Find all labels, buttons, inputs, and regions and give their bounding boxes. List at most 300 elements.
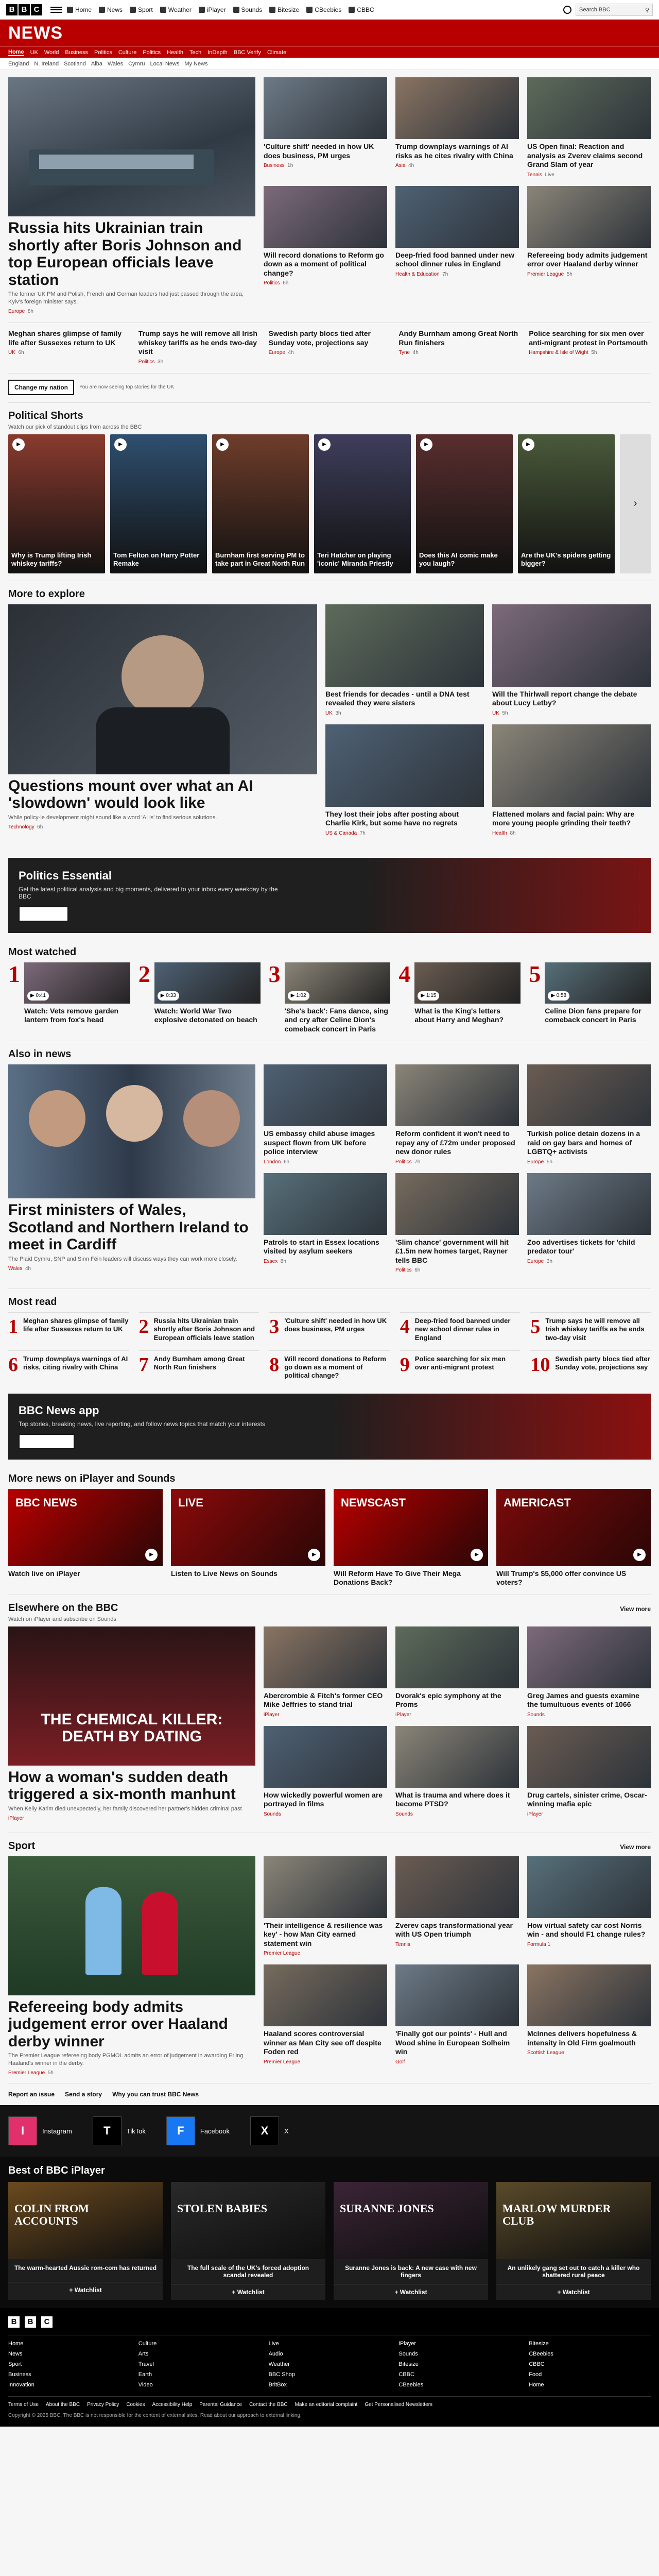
play-icon: ▶ <box>160 993 166 999</box>
rank-number: 1 <box>8 960 20 987</box>
footer-link[interactable]: Business <box>8 2371 31 2378</box>
video-duration: ▶ 1:02 <box>288 991 309 1001</box>
short-video-tile[interactable] <box>518 434 615 573</box>
story-headline: 'Slim chance' government will hit £1.5m new homes target, Rayner tells BBC <box>395 1238 509 1264</box>
story-meta: Politics 3h <box>138 359 164 365</box>
sport-items <box>264 1856 651 2065</box>
poster-text: COLIN FROM ACCOUNTS <box>14 2202 89 2228</box>
news-nav-item[interactable]: BBC Verify <box>233 49 261 56</box>
most-read-item[interactable] <box>8 1312 129 1342</box>
video-headline: Watch: Vets remove garden lantern from fox's head <box>24 1006 119 1024</box>
most-read-item[interactable] <box>400 1350 521 1380</box>
story-headline: Deep-fried food banned under new school dinner rules in England <box>395 250 515 268</box>
footer-link[interactable]: CBeebies <box>398 2382 424 2388</box>
story-meta: London 6h <box>264 1159 290 1165</box>
footer-link[interactable]: Sounds <box>398 2351 418 2358</box>
story-headline: 'Culture shift' needed in how UK does business, PM urges <box>284 1317 387 1333</box>
news-nav-item[interactable]: UK <box>30 49 38 56</box>
global-navigation <box>0 0 659 20</box>
news-nav-item[interactable]: Politics <box>143 49 161 56</box>
most-read-item[interactable] <box>400 1312 521 1342</box>
app-promo <box>8 1394 651 1460</box>
short-video-tile[interactable] <box>314 434 411 573</box>
play-icon: ▶ <box>290 993 297 999</box>
story-card[interactable] <box>264 1726 387 1817</box>
story-card[interactable] <box>269 329 391 365</box>
rank-number: 8 <box>269 1353 280 1376</box>
social-link-facebook[interactable] <box>166 2116 230 2145</box>
footer-link[interactable]: CBeebies <box>529 2351 553 2358</box>
footer-link[interactable]: Arts <box>138 2351 149 2358</box>
iplayer-card[interactable] <box>334 1489 488 1587</box>
carousel-next-button[interactable] <box>620 434 651 573</box>
video-card[interactable] <box>529 962 651 1034</box>
section-title: Also in news <box>8 1048 72 1060</box>
story-meta: Premier League <box>264 2059 301 2065</box>
region-nav-item[interactable]: N. Ireland <box>34 60 59 67</box>
story-image <box>264 1726 387 1788</box>
explore-lead[interactable] <box>8 604 317 844</box>
story-card[interactable] <box>492 604 651 716</box>
story-image <box>264 1964 387 2026</box>
elsewhere-lead-headline: How a woman's sudden death triggered a six-month manhunt <box>8 1768 236 1803</box>
footer-link[interactable]: iPlayer <box>398 2341 417 2347</box>
rank-number: 2 <box>138 1316 149 1338</box>
view-more-link[interactable]: View more <box>620 1843 651 1851</box>
short-video-tile[interactable] <box>416 434 513 573</box>
story-headline: 'Their intelligence & resilience was key' - how Man City earned statement win <box>264 1921 383 1947</box>
app-button[interactable]: BBC News app <box>19 1434 75 1449</box>
story-card[interactable] <box>264 1626 387 1718</box>
footer-link[interactable]: Sport <box>8 2361 22 2368</box>
poster-text: MARLOW MURDER CLUB <box>502 2202 611 2228</box>
story-image <box>527 1726 651 1788</box>
play-icon: ▶ <box>145 1549 158 1561</box>
video-card[interactable] <box>269 962 391 1034</box>
also-items <box>264 1064 651 1273</box>
global-nav-weather[interactable] <box>160 6 192 13</box>
watchlist-button[interactable]: + Watchlist <box>171 2284 325 2300</box>
story-card[interactable] <box>395 1856 519 1957</box>
video-card[interactable] <box>398 962 521 1034</box>
story-meta: Golf <box>395 2059 405 2065</box>
sign-up-button[interactable]: Sign up here <box>19 906 68 922</box>
story-card[interactable] <box>527 77 651 178</box>
story-meta: Tennis Live <box>527 172 554 178</box>
promo-title: The full scale of the UK's forced adoption scandal revealed <box>187 2264 309 2279</box>
story-headline: Will the Thirlwall report change the debate about Lucy Letby? <box>492 689 637 707</box>
story-card[interactable] <box>527 1964 651 2065</box>
iplayer-thumbnail <box>334 1489 488 1566</box>
section-title: Best of BBC iPlayer <box>8 2165 105 2177</box>
watchlist-button[interactable]: + Watchlist <box>334 2284 488 2300</box>
section-title: More news on iPlayer and Sounds <box>8 1472 176 1484</box>
global-nav-sounds[interactable] <box>233 6 263 13</box>
rank-number: 7 <box>138 1353 149 1376</box>
lead-story-image <box>8 77 255 216</box>
story-card[interactable] <box>527 1626 651 1718</box>
story-card[interactable] <box>395 1173 519 1274</box>
most-read-item[interactable] <box>139 1350 259 1380</box>
story-meta: UK 3h <box>325 710 341 716</box>
footer-link[interactable]: Bitesize <box>529 2341 549 2347</box>
plus-icon: + <box>557 2289 563 2296</box>
footer-legal-link[interactable]: Privacy Policy <box>87 2402 119 2408</box>
explore-lead-summary: While policy-le development might sound like a word 'AI is' to find serious solutions. <box>8 814 217 821</box>
short-caption: Teri Hatcher on playing 'iconic' Miranda Priestly <box>317 551 393 568</box>
story-meta: Premier League 5h <box>8 2070 54 2076</box>
story-meta: Tennis <box>395 1941 410 1947</box>
bbc-logo[interactable]: B B C <box>6 4 42 15</box>
story-card[interactable] <box>325 604 484 716</box>
story-card[interactable] <box>527 1173 651 1274</box>
story-meta: Sounds <box>264 1811 281 1817</box>
story-card[interactable] <box>264 1064 387 1165</box>
most-read-item[interactable] <box>8 1350 129 1380</box>
iplayer-card[interactable] <box>8 1489 163 1587</box>
instagram-icon: I <box>8 2116 37 2145</box>
video-headline: What is the King's letters about Harry and Meghan? <box>414 1006 504 1024</box>
iplayer-promo-card[interactable] <box>334 2182 488 2300</box>
menu-icon[interactable] <box>50 4 62 15</box>
story-image <box>527 1173 651 1235</box>
footer-link[interactable]: Audio <box>268 2351 283 2358</box>
promo-image <box>8 2182 163 2259</box>
also-lead[interactable] <box>8 1064 255 1281</box>
story-headline: Police searching for six men over anti-migrant protest <box>414 1354 506 1371</box>
account-icon[interactable] <box>563 6 571 14</box>
view-more-link[interactable]: View more <box>620 1605 651 1613</box>
story-meta: Premier League 5h <box>527 271 573 277</box>
story-meta: Tyne 4h <box>398 350 419 356</box>
story-meta: Scottish League <box>527 2050 564 2056</box>
also-lead-image <box>8 1064 255 1198</box>
region-nav-item[interactable]: My News <box>184 60 208 67</box>
social-label: TikTok <box>126 2127 146 2135</box>
iplayer-icon <box>199 7 205 13</box>
story-meta: iPlayer <box>395 1711 411 1718</box>
footer-link[interactable]: News <box>8 2351 23 2358</box>
global-nav-bitesize[interactable] <box>269 6 299 13</box>
global-nav-home[interactable] <box>67 6 92 13</box>
footer-link[interactable]: Travel <box>138 2361 154 2368</box>
story-card[interactable] <box>325 724 484 836</box>
story-headline: Andy Burnham among Great North Run finishers <box>153 1354 245 1371</box>
footer-link[interactable]: Home <box>529 2382 544 2388</box>
social-link-instagram[interactable] <box>8 2116 72 2145</box>
story-headline: Meghan shares glimpse of family life after Sussexes return to UK <box>8 329 122 347</box>
story-card[interactable] <box>527 1726 651 1817</box>
change-nation-button[interactable]: Change my nation <box>8 380 74 395</box>
section-title: Political Shorts <box>8 410 83 421</box>
tiktok-icon: T <box>93 2116 122 2145</box>
story-headline: Trump downplays warnings of AI risks, citing rivalry with China <box>23 1354 128 1371</box>
story-card[interactable] <box>527 1064 651 1165</box>
region-nav-item[interactable]: England <box>8 60 29 67</box>
story-image <box>264 1856 387 1918</box>
region-nav-item[interactable]: Wales <box>107 60 124 67</box>
story-meta: Sounds <box>527 1711 545 1718</box>
footer-link[interactable]: Weather <box>268 2361 290 2368</box>
footer-legal-link[interactable]: Accessibility Help <box>152 2402 193 2408</box>
rank-number: 3 <box>268 960 281 987</box>
promo-image <box>334 2182 488 2259</box>
story-image <box>264 77 387 139</box>
iplayer-title: Will Reform Have To Give Their Mega Donations Back? <box>334 1569 461 1587</box>
change-nation-note: You are now seeing top stories for the UK <box>79 384 175 391</box>
news-nav-item[interactable]: Business <box>65 49 89 56</box>
video-card[interactable] <box>138 962 261 1034</box>
story-image <box>395 1064 519 1126</box>
footer-link[interactable]: BBC Shop <box>268 2371 295 2378</box>
global-nav-sport[interactable] <box>130 6 153 13</box>
news-icon <box>99 7 105 13</box>
play-icon: ▶ <box>12 438 25 451</box>
nav-label: Sounds <box>241 6 263 13</box>
footer-link[interactable]: Bitesize <box>398 2361 419 2368</box>
brand-tag: AMERICAST <box>504 1496 571 1509</box>
political-shorts <box>8 402 651 581</box>
story-card[interactable] <box>395 186 519 286</box>
footer-link[interactable]: Live <box>268 2341 279 2347</box>
play-icon: ▶ <box>522 438 534 451</box>
story-card[interactable] <box>8 329 130 365</box>
feedback-link[interactable]: Report an issue <box>8 2091 55 2098</box>
story-headline: Patrols to start in Essex locations visited by asylum seekers <box>264 1238 379 1256</box>
story-meta: Premier League <box>264 1951 301 1957</box>
elsewhere-items <box>264 1626 651 1817</box>
region-nav-item[interactable]: Local News <box>150 60 180 67</box>
sport-icon <box>130 7 136 13</box>
footer-link[interactable]: Home <box>8 2341 24 2347</box>
story-image <box>527 186 651 248</box>
search-input[interactable]: Search BBC ⚲ <box>576 4 653 16</box>
footer-link[interactable]: BritBox <box>268 2382 287 2388</box>
story-image <box>527 1064 651 1126</box>
story-card[interactable] <box>264 1856 387 1957</box>
news-secondary-nav <box>0 58 659 70</box>
promo-title: Politics Essential <box>19 869 112 882</box>
story-headline: Zverev caps transformational year with US Open triumph <box>395 1921 513 1939</box>
also-in-news <box>8 1041 651 1289</box>
most-read-item[interactable] <box>139 1312 259 1342</box>
story-card[interactable] <box>138 329 261 365</box>
iplayer-promo-card[interactable] <box>171 2182 325 2300</box>
story-image <box>395 186 519 248</box>
story-image <box>395 1626 519 1688</box>
elsewhere-lead-image <box>8 1626 255 1766</box>
story-card[interactable] <box>264 186 387 286</box>
footer-legal-link[interactable]: About the BBC <box>45 2402 80 2408</box>
play-icon: ▶ <box>114 438 127 451</box>
most-read-item[interactable] <box>269 1350 390 1380</box>
news-nav-item[interactable]: Culture <box>118 49 137 56</box>
story-headline: Deep-fried food banned under new school dinner rules in England <box>414 1317 511 1342</box>
news-nav-item[interactable]: InDepth <box>207 49 228 56</box>
footer-link[interactable]: Innovation <box>8 2382 34 2388</box>
promo-text: Get the latest political analysis and big moments, delivered to your inbox every weekday by the BBC <box>19 885 278 900</box>
short-video-tile[interactable] <box>110 434 207 573</box>
news-nav-item[interactable]: Climate <box>267 49 287 56</box>
footer-legal-link[interactable]: Terms of Use <box>8 2402 39 2408</box>
news-masthead <box>0 20 659 46</box>
video-thumbnail <box>24 962 130 1004</box>
story-headline: Best friends for decades - until a DNA test revealed they were sisters <box>325 689 470 707</box>
story-card[interactable] <box>527 186 651 286</box>
footer-legal-link[interactable]: Get Personalised Newsletters <box>365 2402 433 2408</box>
facebook-icon: F <box>166 2116 195 2145</box>
home-icon <box>67 7 73 13</box>
story-card[interactable] <box>395 1964 519 2065</box>
rank-number: 5 <box>530 1316 541 1338</box>
more-to-explore <box>8 581 651 852</box>
news-nav-item[interactable]: Home <box>8 48 24 55</box>
footer-link[interactable]: Video <box>138 2382 153 2388</box>
promo-image <box>496 2182 651 2259</box>
story-headline: Zoo advertises tickets for 'child predator tour' <box>527 1238 635 1256</box>
story-headline: Police searching for six men over anti-migrant protest in Portsmouth <box>529 329 648 347</box>
story-image <box>264 1626 387 1688</box>
social-link-tiktok[interactable] <box>93 2116 146 2145</box>
iplayer-title: Watch live on iPlayer <box>8 1569 80 1578</box>
iplayer-card[interactable] <box>171 1489 325 1587</box>
news-nav-item[interactable]: Politics <box>94 49 112 56</box>
most-read <box>8 1289 651 1387</box>
story-meta: Politics 6h <box>395 1267 421 1274</box>
story-card[interactable] <box>395 1626 519 1718</box>
video-thumbnail <box>154 962 261 1004</box>
story-headline: Dvorak's epic symphony at the Proms <box>395 1691 501 1709</box>
most-read-item[interactable] <box>530 1312 651 1342</box>
story-meta: iPlayer <box>264 1711 280 1718</box>
story-headline: Trump says he will remove all Irish whiskey tariffs as he ends two-day visit <box>138 329 257 356</box>
chevron-right-icon: › <box>633 498 637 510</box>
play-icon: ▶ <box>216 438 229 451</box>
global-nav-news[interactable] <box>99 6 123 13</box>
watchlist-button[interactable]: + Watchlist <box>8 2282 163 2298</box>
footer-column <box>8 2341 130 2388</box>
story-image <box>527 1626 651 1688</box>
news-nav-item[interactable]: World <box>44 49 59 56</box>
sport-lead-image <box>8 1856 255 1995</box>
social-label: Instagram <box>42 2127 72 2135</box>
footer-logo[interactable]: B B C <box>8 2316 651 2328</box>
story-image <box>395 1856 519 1918</box>
sport-lead[interactable] <box>8 1856 255 2076</box>
most-watched <box>8 939 651 1041</box>
footer-link[interactable]: CBBC <box>529 2361 545 2368</box>
play-icon: ▶ <box>420 438 432 451</box>
video-thumbnail <box>285 962 391 1004</box>
play-icon: ▶ <box>421 993 426 999</box>
story-headline: Flattened molars and facial pain: Why are more young people grinding their teeth? <box>492 809 635 827</box>
story-image <box>264 1173 387 1235</box>
footer-legal-link[interactable]: Cookies <box>126 2402 145 2408</box>
video-thumbnail <box>414 962 521 1004</box>
footer-legal-link[interactable]: Parental Guidance <box>199 2402 242 2408</box>
social-link-x[interactable] <box>250 2116 289 2145</box>
iplayer-card[interactable] <box>496 1489 651 1587</box>
story-card[interactable] <box>264 1964 387 2065</box>
story-card[interactable] <box>264 1173 387 1274</box>
iplayer-title: Will Trump's $5,000 offer convince US voters? <box>496 1569 627 1587</box>
short-caption: Tom Felton on Harry Potter Remake <box>113 551 200 568</box>
footer-link[interactable]: CBBC <box>398 2371 414 2378</box>
promo-title: An unlikely gang set out to catch a killer who shattered rural peace <box>507 2264 640 2279</box>
short-video-tile[interactable] <box>8 434 105 573</box>
most-read-item[interactable] <box>269 1312 390 1342</box>
global-nav-cbbc[interactable] <box>349 6 374 13</box>
region-nav-item[interactable]: Cymru <box>128 60 145 67</box>
cbbc-icon <box>349 7 355 13</box>
rank-number: 6 <box>8 1353 18 1376</box>
iplayer-promo-card[interactable] <box>8 2182 163 2300</box>
story-headline: Andy Burnham among Great North Run finishers <box>398 329 518 347</box>
best-of-iplayer <box>0 2157 659 2308</box>
lead-story[interactable] <box>8 77 255 314</box>
news-nav-item[interactable]: Tech <box>189 49 202 56</box>
global-nav-cbeebies[interactable] <box>306 6 341 13</box>
story-meta: Health 8h <box>492 830 516 836</box>
video-headline: Celine Dion fans prepare for comeback concert in Paris <box>545 1006 641 1024</box>
social-label: X <box>284 2127 289 2135</box>
region-nav-item[interactable]: Alba <box>91 60 102 67</box>
elsewhere-lead[interactable] <box>8 1626 255 1825</box>
story-card[interactable] <box>527 1856 651 1957</box>
feedback-link[interactable]: Send a story <box>65 2091 102 2098</box>
story-card[interactable] <box>395 1064 519 1165</box>
iplayer-promo-card[interactable] <box>496 2182 651 2300</box>
story-card[interactable] <box>398 329 521 365</box>
story-card[interactable] <box>395 1726 519 1817</box>
video-card[interactable] <box>8 962 130 1034</box>
news-nav-item[interactable]: Health <box>167 49 183 56</box>
watchlist-button[interactable]: + Watchlist <box>496 2284 651 2300</box>
footer-legal-link[interactable]: Contact the BBC <box>249 2402 288 2408</box>
story-card[interactable] <box>492 724 651 836</box>
most-read-item[interactable] <box>530 1350 651 1380</box>
news-primary-nav <box>0 46 659 58</box>
story-card[interactable] <box>264 77 387 178</box>
story-card[interactable] <box>529 329 651 365</box>
footer-link[interactable]: Culture <box>138 2341 157 2347</box>
story-meta: UK 5h <box>492 710 508 716</box>
story-meta: Sounds <box>395 1811 413 1817</box>
footer-link[interactable]: Earth <box>138 2371 152 2378</box>
short-video-tile[interactable] <box>212 434 309 573</box>
section-title: Elsewhere on the BBC <box>8 1602 118 1614</box>
story-card[interactable] <box>395 77 519 178</box>
video-headline: 'She's back': Fans dance, sing and cry after Celine Dion's comeback concert in Paris <box>284 1006 388 1033</box>
section-title: Most watched <box>8 946 77 958</box>
story-headline: Trump says he will remove all Irish whiskey tariffs as he ends two-day visit <box>545 1317 645 1342</box>
story-image <box>395 1964 519 2026</box>
story-image <box>492 724 651 807</box>
story-meta: Business 1h <box>264 163 293 168</box>
story-headline: US embassy child abuse images suspect flown from UK before police interview <box>264 1129 375 1156</box>
footer-link[interactable]: Food <box>529 2371 542 2378</box>
global-nav-iplayer[interactable] <box>199 6 226 13</box>
region-nav-item[interactable]: Scotland <box>64 60 86 67</box>
iplayer-thumbnail <box>496 1489 651 1566</box>
story-meta: Politics 7h <box>395 1159 421 1165</box>
footer-legal-link[interactable]: Make an editorial complaint <box>294 2402 358 2408</box>
story-meta: Health & Education 7h <box>395 271 448 277</box>
x-icon: X <box>250 2116 279 2145</box>
story-headline: Greg James and guests examine the tumultuous events of 1066 <box>527 1691 639 1709</box>
video-duration: ▶ 0:41 <box>27 991 49 1001</box>
feedback-link[interactable]: Why you can trust BBC News <box>112 2091 199 2098</box>
